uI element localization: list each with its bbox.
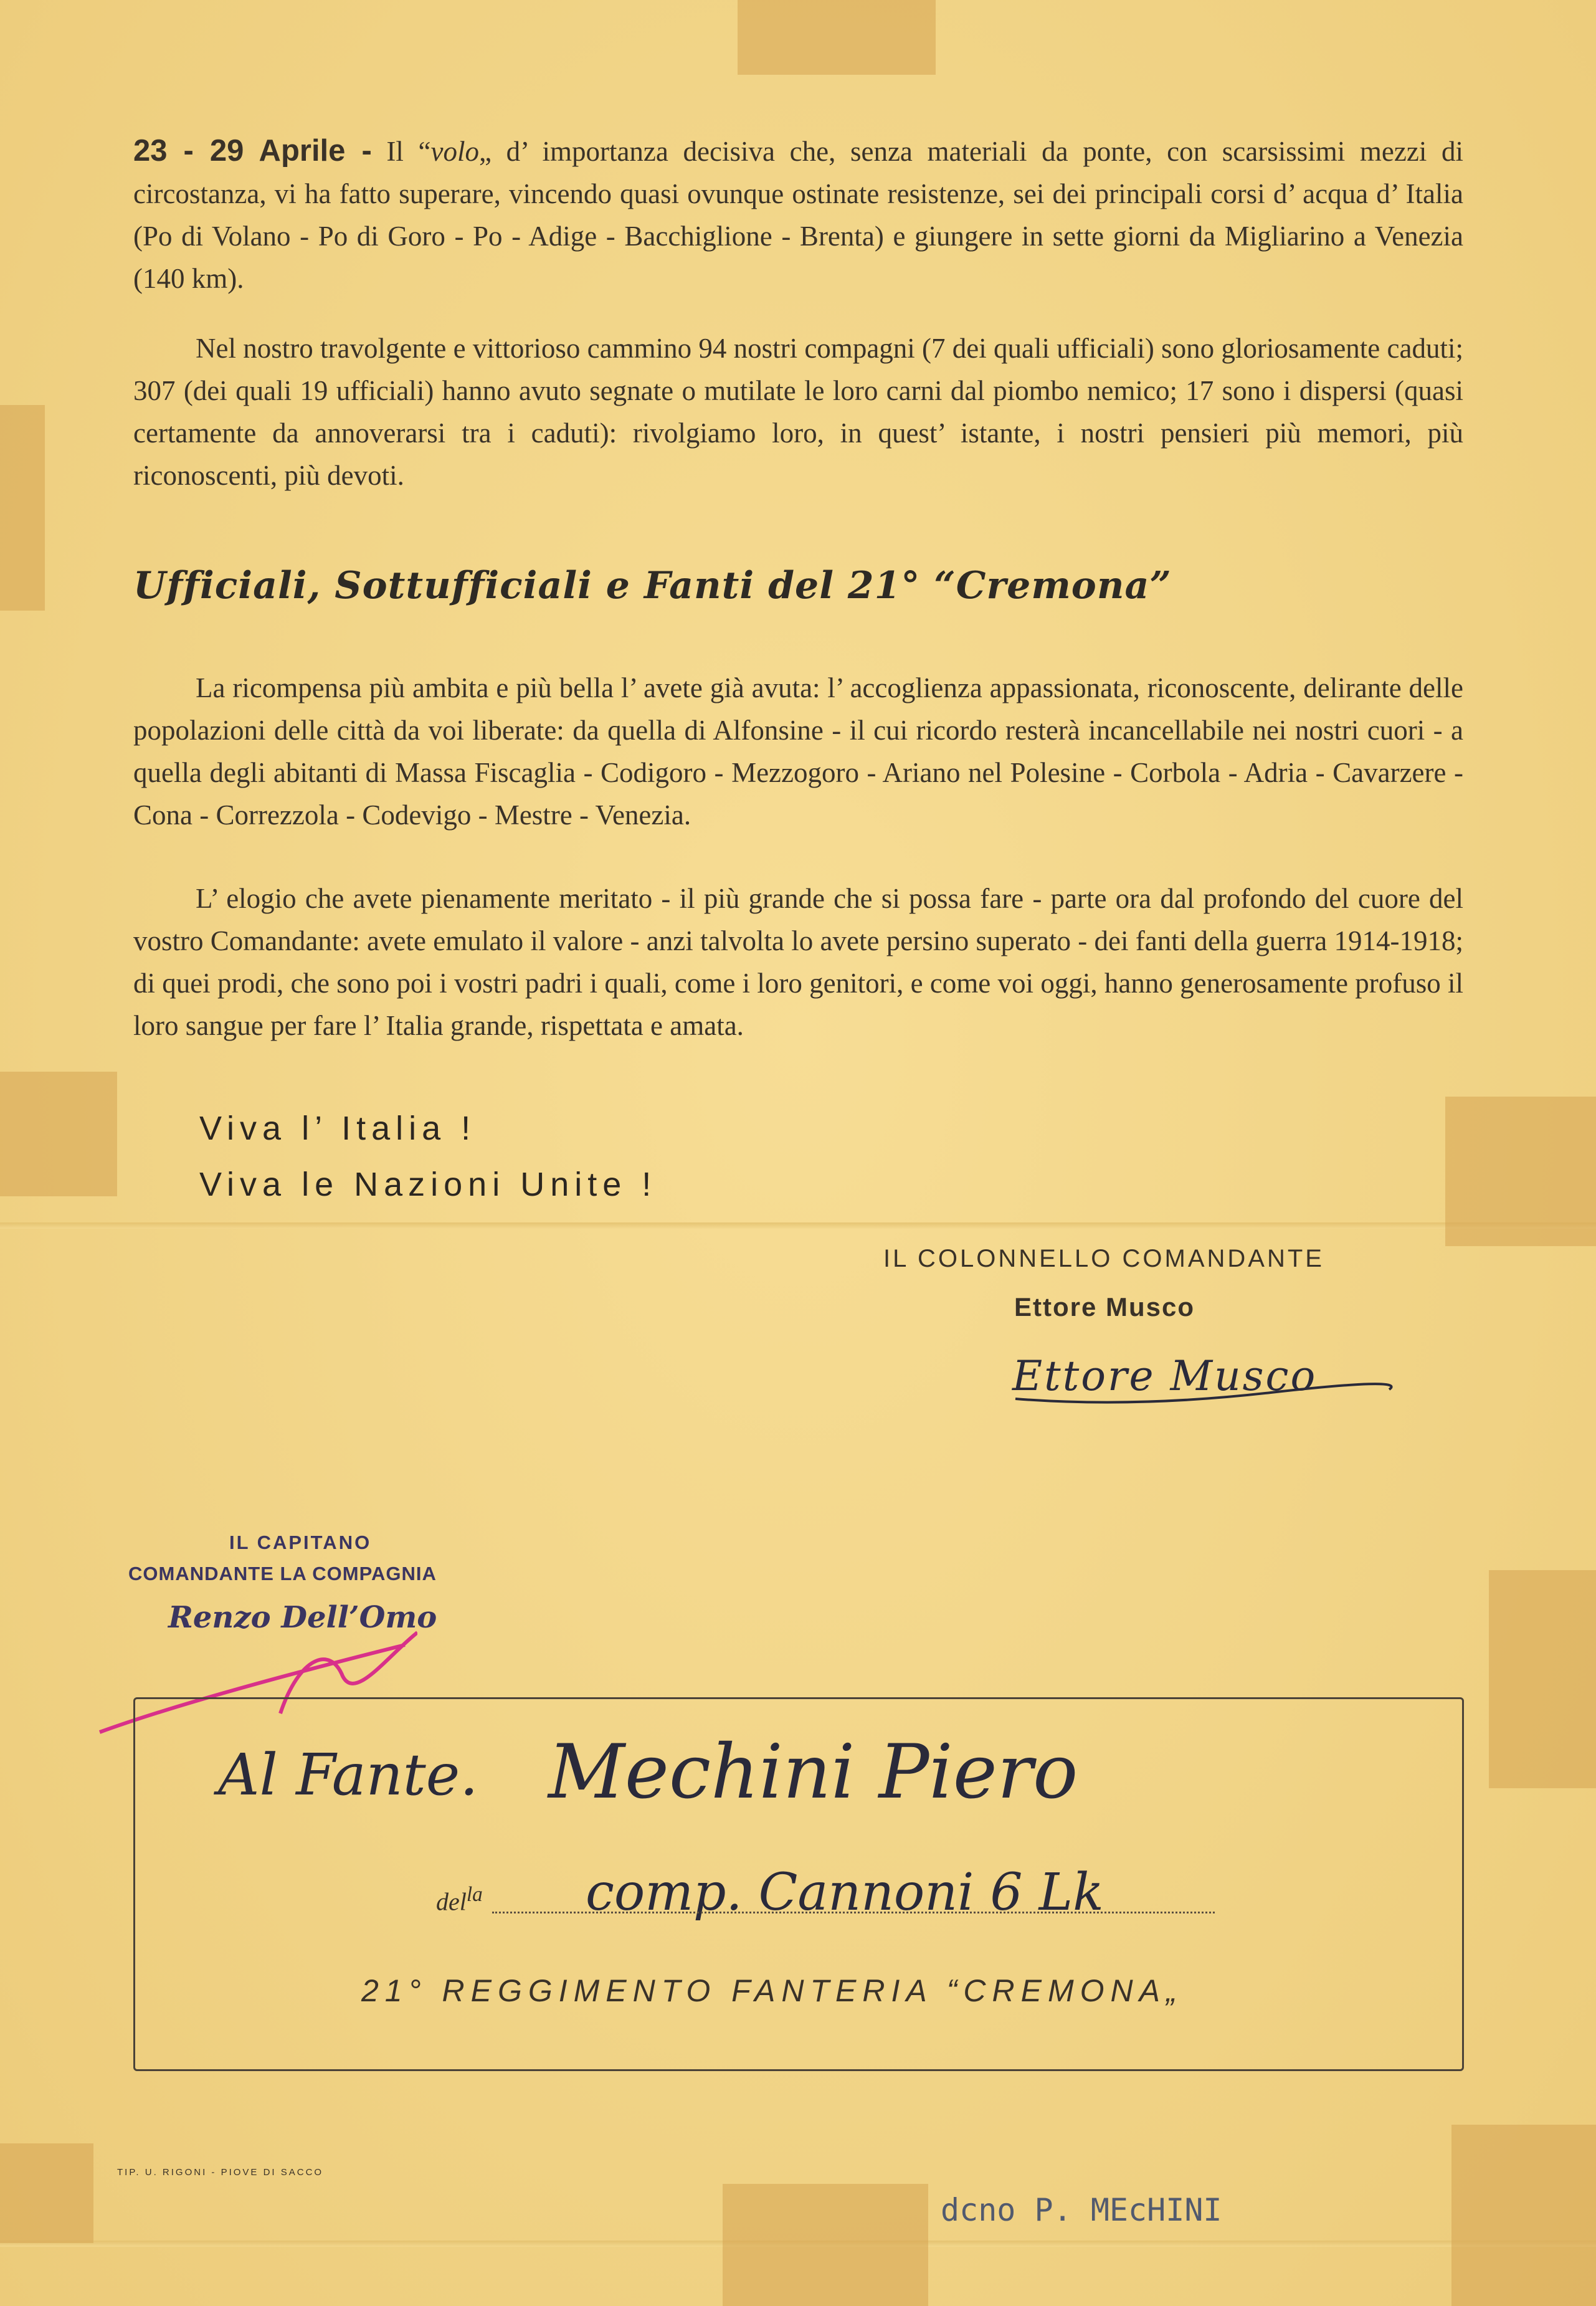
signature-underline	[1009, 1355, 1395, 1411]
company-stamp-signature: Renzo Dell’Omo	[168, 1600, 437, 1635]
tape-strip	[738, 0, 936, 75]
tape-strip	[0, 1072, 117, 1196]
tape-strip	[1451, 2125, 1596, 2306]
date-range: 23 - 29 Aprile -	[133, 134, 372, 168]
signature-name: Ettore Musco	[1014, 1292, 1195, 1322]
tape-strip	[0, 405, 45, 611]
address-company: comp. Cannoni 6 Lk	[586, 1863, 1104, 1922]
address-del: del$^{la}$	[436, 1883, 483, 1916]
paragraph-casualties: Nel nostro travolgente e vittorioso cammino 94 nostri compagni (7 dei quali ufficiali) sono gloriosamente caduti; 307 (dei quali 19 ufficiali) hanno avuto segnate o mutilate le loro carni dal piombo nemico; 17 sono i dispersi (quasi certamente da annoverarsi tra i caduti): rivolgiamo loro, in quest’ istante, i nostri pensieri più memori, più riconoscenti, più devoti.	[133, 333, 1463, 491]
company-stamp-title: IL CAPITANO	[229, 1532, 372, 1553]
address-regiment: 21° REGGIMENTO FANTERIA “CREMONA„	[361, 1973, 1183, 2008]
tape-strip	[1445, 1097, 1596, 1246]
tape-strip	[0, 2143, 93, 2243]
viva-nazioni-unite: Viva le Nazioni Unite !	[199, 1166, 657, 1203]
handwritten-signature: Ettore Musco	[1012, 1352, 1318, 1400]
dotted-line	[492, 1912, 1215, 1913]
tape-strip	[1489, 1570, 1596, 1788]
paragraph-operations: 23 - 29 Aprile - Il “volo„ d’ importanza decisiva che, senza materiali da ponte, con scarsissimi mezzi di circostanza, vi ha fatto superare, vincendo quasi ovunque ostinate resistenze, sei dei principali corsi d’ acqua d’ Italia (Po di Volano - Po di Goro - Po - Adige - Bacchiglione - Brenta) e giungere in sette giorni da Migliarino a Venezia (140 km).	[133, 134, 1463, 294]
viva-italia: Viva l’ Italia !	[199, 1110, 477, 1147]
fold-line	[0, 1222, 1596, 1229]
heading-address: Ufficiali, Sottufficiali e Fanti del 21° “Cremona”	[133, 564, 1172, 607]
address-name: Mechini Piero	[548, 1729, 1078, 1816]
tape-strip	[723, 2184, 928, 2306]
paragraph-reward: La ricompensa più ambita e più bella l’ avete già avuta: l’ accoglienza appassionata, riconoscente, delirante delle popolazioni delle città da voi liberate: da quella di Alfonsine - il cui ricordo resterà incancellabile nei nostri cuori - a quella degli abitanti di Massa Fiscaglia - Codigoro - Mezzogoro - Ariano nel Polesine - Corbola - Adria - Cavarzere - Cona - Correzzola - Codevigo - Mestre - Venezia.	[133, 672, 1463, 831]
paragraph-praise: L’ elogio che avete pienamente meritato - il più grande che si possa fare - parte ora dal profondo del cuore del vostro Comandante: avete emulato il valore - anzi talvolta lo avete persino superato - dei fanti della guerra 1914-1918; di quei prodi, che sono poi i vostri padri i quali, come i loro genitori, e come voi oggi, hanno generosamente profuso il loro sangue per fare l’ Italia grande, rispettata e amata.	[133, 883, 1463, 1041]
bottom-stamp: dcno P. MEcHINI	[941, 2192, 1222, 2228]
signature-title: IL COLONNELLO COMANDANTE	[883, 1245, 1324, 1272]
printer-imprint: TIP. U. RIGONI - PIOVE DI SACCO	[117, 2167, 324, 2178]
company-stamp-role: COMANDANTE LA COMPAGNIA	[128, 1563, 437, 1584]
address-salutation: Al Fante.	[218, 1741, 478, 1808]
